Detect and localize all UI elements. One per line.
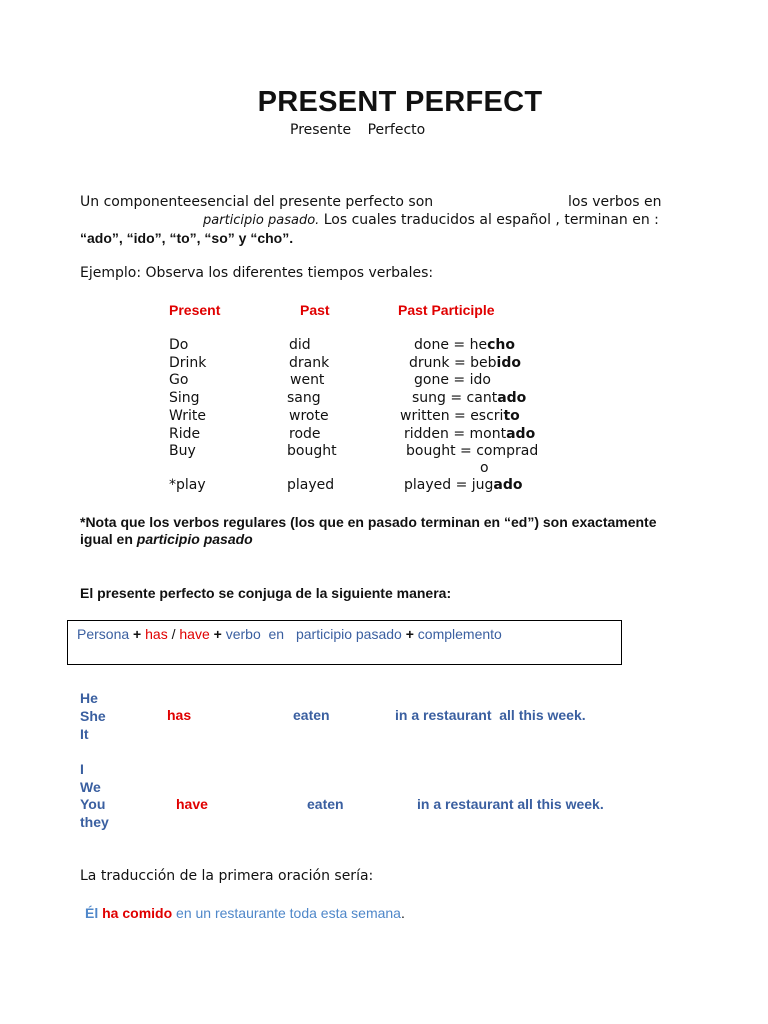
example2-complement: in a restaurant all this week.	[417, 796, 604, 812]
present-cell: *play	[169, 476, 206, 493]
example2-aux: have	[176, 796, 208, 812]
note-line-2: igual en participio pasado	[80, 531, 253, 547]
participle-cell: gone = ido	[414, 372, 491, 389]
present-cell: Go	[169, 372, 189, 389]
translation-sentence	[85, 905, 405, 921]
past-cell: bought	[287, 443, 337, 460]
pronoun: You	[80, 796, 106, 813]
conjugation-intro: El presente perfecto se conjuga de la siguiente manera:	[80, 585, 452, 601]
example1-pronouns	[80, 689, 106, 743]
page-subtitle: Presente Perfecto	[290, 122, 426, 138]
verb-table-present	[169, 337, 206, 494]
translation-rest: en un restaurante toda esta semana	[176, 905, 401, 921]
verb-table-past	[287, 337, 337, 494]
intro-italic: participio pasado.	[203, 213, 320, 228]
formula-have: have	[179, 626, 210, 642]
past-cell: went	[290, 372, 325, 389]
formula-plus: +	[405, 626, 414, 642]
participle-cell: ridden = montado	[404, 425, 536, 442]
pronoun: We	[80, 778, 101, 795]
header-present: Present	[169, 302, 221, 318]
formula-slash: /	[171, 626, 176, 642]
present-cell: Write	[169, 407, 206, 424]
header-past: Past	[300, 302, 330, 318]
formula-plus: +	[213, 626, 222, 642]
present-cell: Drink	[169, 354, 207, 371]
page-title: PRESENT PERFECT	[257, 86, 543, 118]
pronoun: It	[80, 726, 89, 742]
participle-cell: done = hecho	[414, 337, 515, 353]
formula-plus: +	[133, 626, 142, 642]
intro-line-2	[203, 212, 659, 228]
translation-label: La traducción de la primera oración sería:	[80, 868, 374, 884]
note-italic: participio pasado	[136, 531, 253, 547]
intro-line-1b: los verbos en	[568, 194, 662, 210]
pronoun: He	[80, 690, 98, 706]
participle-wrap: o	[480, 459, 489, 476]
participle-cell: played = jugado	[404, 476, 523, 493]
past-cell: sang	[287, 390, 321, 407]
intro-line-2-rest: Los cuales traducidos al español , terminan en :	[319, 212, 659, 228]
example-label: Ejemplo: Observa los diferentes tiempos verbales:	[80, 265, 434, 281]
past-cell: played	[287, 476, 335, 493]
participle-cell: bought = comprad	[406, 443, 539, 460]
participle-cell: drunk = bebido	[409, 354, 521, 371]
translation-el: Él	[85, 905, 99, 921]
pronoun: She	[80, 708, 106, 724]
pronoun: they	[80, 814, 109, 831]
formula-verbo: verbo en	[225, 626, 285, 642]
example1-verb: eaten	[293, 707, 330, 723]
example2-verb: eaten	[307, 796, 344, 812]
translation-ha-comido: ha comido	[102, 905, 173, 921]
past-cell: wrote	[289, 407, 329, 424]
past-cell: drank	[289, 354, 330, 371]
formula	[77, 626, 502, 642]
header-past-participle: Past Participle	[398, 302, 495, 318]
intro-endings: “ado”, “ido”, “to”, “so” y “cho”.	[80, 230, 294, 246]
formula-has: has	[145, 626, 168, 642]
example1-complement: in a restaurant all this week.	[395, 707, 586, 723]
present-cell: Ride	[169, 425, 201, 442]
intro-line-1a: Un componenteesencial del presente perfecto son	[80, 194, 434, 210]
pronoun: I	[80, 761, 84, 777]
formula-persona: Persona	[77, 626, 130, 642]
past-cell: rode	[289, 425, 321, 442]
formula-complemento: complemento	[417, 626, 502, 642]
participle-cell: sung = cantado	[412, 390, 527, 407]
present-cell: Sing	[169, 390, 200, 407]
translation-period: .	[400, 905, 405, 921]
present-cell: Buy	[169, 443, 196, 460]
verb-table-participle	[400, 337, 549, 494]
present-cell: Do	[169, 337, 189, 353]
formula-participio: participio pasado	[295, 626, 402, 642]
participle-cell: written = escrito	[400, 407, 520, 424]
example2-pronouns	[80, 761, 109, 832]
example1-aux: has	[167, 707, 192, 723]
note-line-1: *Nota que los verbos regulares (los que en pasado terminan en “ed”) son exactamente	[80, 514, 657, 530]
past-cell: did	[289, 337, 311, 353]
